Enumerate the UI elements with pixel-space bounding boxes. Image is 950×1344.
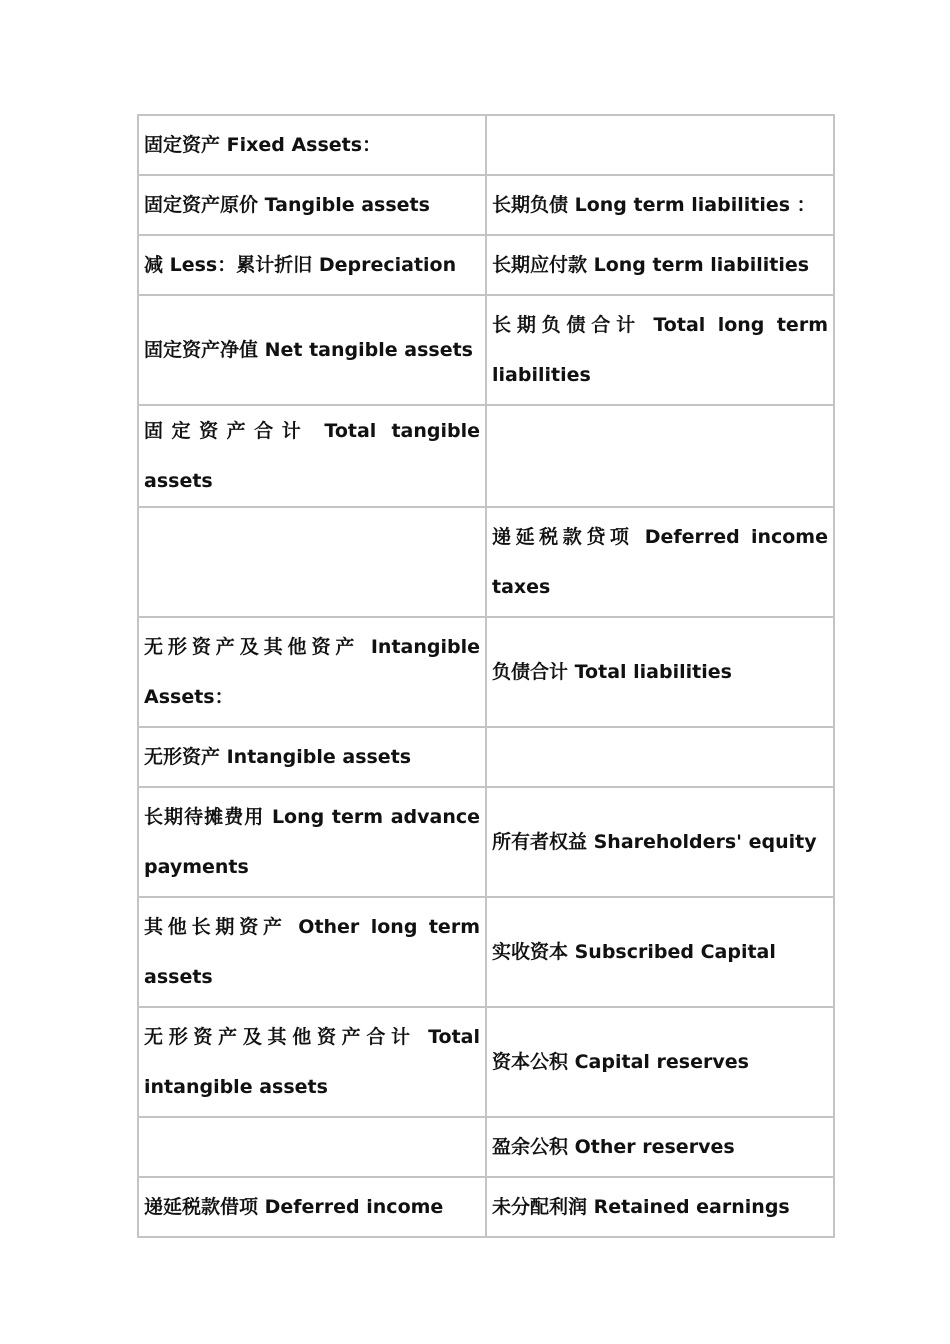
- table-cell-right: 盈余公积 Other reserves: [486, 1117, 834, 1177]
- table-cell-right: 实收资本 Subscribed Capital: [486, 897, 834, 1007]
- table-cell-left: [138, 507, 486, 617]
- table-cell-left: 无形资产 Intangible assets: [138, 727, 486, 787]
- table-row: [138, 115, 834, 175]
- table-row: [138, 235, 834, 295]
- table-cell-left: 固定资产 Fixed Assets：: [138, 115, 486, 175]
- table-cell-right: 长期负债合计 Total long term liabilities: [486, 295, 834, 405]
- table-row: [138, 295, 834, 405]
- balance-sheet-table: [137, 114, 835, 1238]
- table-cell-right: 负债合计 Total liabilities: [486, 617, 834, 727]
- table-cell-left: 固定资产合计 Total tangible assets: [138, 405, 486, 507]
- table-cell-left: 固定资产原价 Tangible assets: [138, 175, 486, 235]
- table-row: [138, 1177, 834, 1237]
- table-cell-left: 减 Less：累计折旧 Depreciation: [138, 235, 486, 295]
- table-cell-right: 递延税款贷项 Deferred income taxes: [486, 507, 834, 617]
- table-cell-left: 其他长期资产 Other long term assets: [138, 897, 486, 1007]
- table-row: [138, 897, 834, 1007]
- table-cell-right: [486, 405, 834, 507]
- table-cell-right: [486, 727, 834, 787]
- table-row: [138, 787, 834, 897]
- table-row: [138, 1117, 834, 1177]
- table-cell-right: [486, 115, 834, 175]
- table-row: [138, 1007, 834, 1117]
- table-cell-right: 资本公积 Capital reserves: [486, 1007, 834, 1117]
- table-row: [138, 507, 834, 617]
- table-cell-left: 无形资产及其他资产 Intangible Assets：: [138, 617, 486, 727]
- table-row: [138, 617, 834, 727]
- table-cell-left: 长期待摊费用 Long term advance payments: [138, 787, 486, 897]
- table-cell-left: 固定资产净值 Net tangible assets: [138, 295, 486, 405]
- table-cell-right: 长期负债 Long term liabilities ：: [486, 175, 834, 235]
- table-cell-right: 所有者权益 Shareholders' equity: [486, 787, 834, 897]
- table-cell-right: 未分配利润 Retained earnings: [486, 1177, 834, 1237]
- table-row: [138, 405, 834, 507]
- table-row: [138, 175, 834, 235]
- table-row: [138, 727, 834, 787]
- table-cell-left: 无形资产及其他资产合计 Total intangible assets: [138, 1007, 486, 1117]
- table-cell-left: 递延税款借项 Deferred income: [138, 1177, 486, 1237]
- table-cell-left: [138, 1117, 486, 1177]
- table-cell-right: 长期应付款 Long term liabilities: [486, 235, 834, 295]
